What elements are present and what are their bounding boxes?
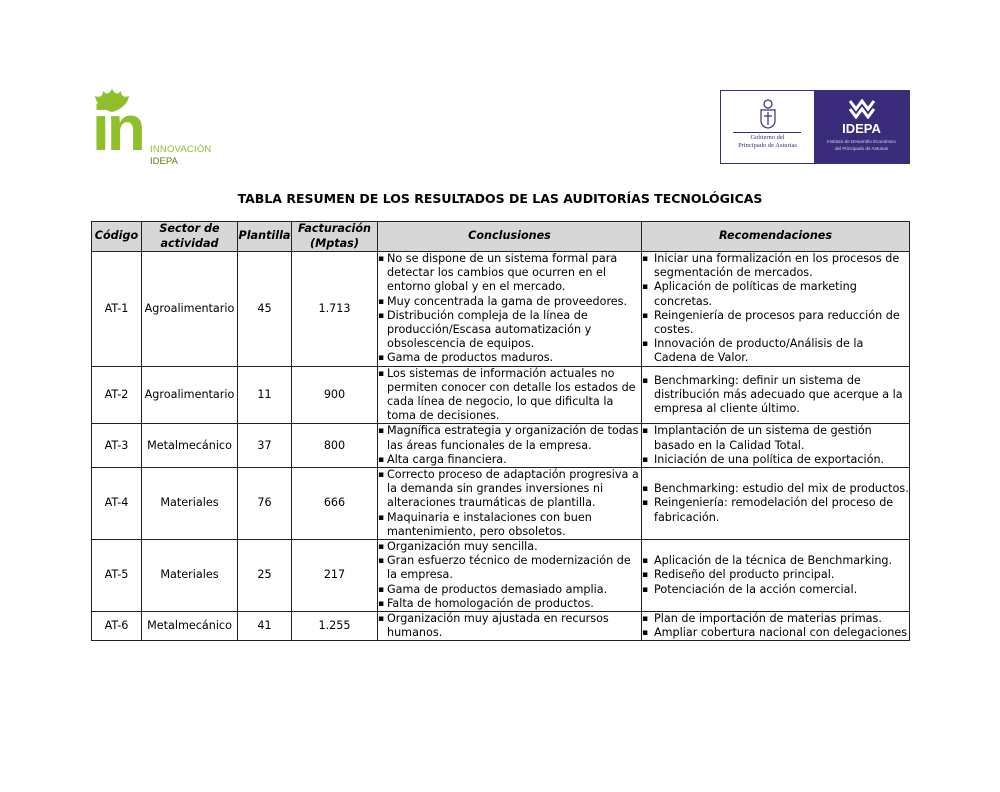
list-item: ▪ Muy concentrada la gama de proveedores. [378, 295, 641, 309]
cell-staff: 41 [238, 612, 292, 641]
list-item: ▪ Los sistemas de información actuales no permiten conocer con detalle los estados de cada línea de negocio, lo que dificulta la toma de decisiones. [378, 367, 641, 424]
idepa-line-2: del Principado de Asturias [834, 146, 889, 151]
cell-recommendations [642, 612, 910, 641]
list-item: ▪ Iniciación de una política de exportación. [642, 453, 909, 467]
gobierno-idepa-logo [720, 90, 910, 164]
list-item: ▪ Organización muy sencilla. [378, 540, 641, 554]
cell-recommendations [642, 424, 910, 468]
list-item: ▪ Potenciación de la acción comercial. [642, 583, 909, 597]
idepa-mark-icon [848, 99, 876, 119]
cell-staff: 11 [238, 366, 292, 424]
list-item: ▪ Magnífica estrategia y organización de todas las áreas funcionales de la empresa. [378, 424, 641, 452]
header-code: Código [92, 222, 142, 252]
audit-summary-table [91, 221, 910, 641]
list-item: ▪ Alta carga financiera. [378, 453, 641, 467]
idepa-wordmark: IDEPA [842, 121, 881, 136]
divider [733, 132, 801, 133]
cell-code: AT-5 [92, 540, 142, 612]
cell-recommendations [642, 540, 910, 612]
header-conclusions: Conclusiones [378, 222, 642, 252]
cell-sector: Agroalimentario [142, 252, 238, 367]
cell-staff: 25 [238, 540, 292, 612]
cell-code: AT-3 [92, 424, 142, 468]
header-sector: Sector de actividad [142, 222, 238, 252]
list-item: ▪ Gama de productos maduros. [378, 351, 641, 365]
cell-conclusions [378, 366, 642, 424]
list-item: ▪ Maquinaria e instalaciones con buen mantenimiento, pero obsoletos. [378, 511, 641, 539]
page-title: TABLA RESUMEN DE LOS RESULTADOS DE LAS AUDITORÍAS TECNOLÓGICAS [237, 191, 763, 206]
cell-sector: Metalmecánico [142, 424, 238, 468]
cell-recommendations [642, 252, 910, 367]
table-row [92, 366, 910, 424]
innovacion-idepa-logo [92, 88, 222, 168]
list-item: ▪ Ampliar cobertura nacional con delegaciones [642, 626, 909, 640]
cell-staff: 76 [238, 468, 292, 540]
idepa-line-1: Instituto de Desarrollo Económico [827, 139, 896, 144]
cell-conclusions [378, 252, 642, 367]
cell-code: AT-6 [92, 612, 142, 641]
cell-revenue: 1.255 [292, 612, 378, 641]
list-item: ▪ Benchmarking: estudio del mix de productos. [642, 482, 909, 496]
cell-conclusions [378, 468, 642, 540]
list-item: ▪ Aplicación de la técnica de Benchmarking. [642, 554, 909, 568]
header-revenue: Facturación (Mptas) [292, 222, 378, 252]
cell-conclusions [378, 424, 642, 468]
cell-revenue: 800 [292, 424, 378, 468]
list-item: ▪ Innovación de producto/Análisis de la Cadena de Valor. [642, 337, 909, 365]
header-recommendations: Recomendaciones [642, 222, 910, 252]
list-item: ▪ Benchmarking: definir un sistema de distribución más adecuado que acerque a la empresa al cliente último. [642, 374, 909, 417]
cell-recommendations [642, 366, 910, 424]
table-header-row [92, 222, 910, 252]
cell-code: AT-2 [92, 366, 142, 424]
list-item: ▪ Distribución compleja de la línea de producción/Escasa automatización y obsolescencia de equipos. [378, 309, 641, 352]
list-item: ▪ Aplicación de políticas de marketing concretas. [642, 280, 909, 308]
gobierno-panel [721, 91, 814, 163]
list-item: ▪ Correcto proceso de adaptación progresiva a la demanda sin grandes inversiones ni alteraciones traumáticas de plantilla. [378, 468, 641, 511]
logo-text-idepa: IDEPA [150, 156, 178, 167]
table-row [92, 612, 910, 641]
list-item: ▪ Plan de importación de materias primas. [642, 612, 909, 626]
cell-revenue: 900 [292, 366, 378, 424]
list-item: ▪ Reingeniería de procesos para reducción de costes. [642, 309, 909, 337]
gobierno-line-2: Principado de Asturias [738, 142, 797, 149]
cell-sector: Metalmecánico [142, 612, 238, 641]
list-item: ▪ Gama de productos demasiado amplia. [378, 583, 641, 597]
table-row [92, 468, 910, 540]
cell-revenue: 1.713 [292, 252, 378, 367]
cell-staff: 37 [238, 424, 292, 468]
cell-recommendations [642, 468, 910, 540]
cell-revenue: 217 [292, 540, 378, 612]
cell-code: AT-1 [92, 252, 142, 367]
list-item: ▪ Falta de homologación de productos. [378, 597, 641, 611]
list-item: ▪ Implantación de un sistema de gestión basado en la Calidad Total. [642, 424, 909, 452]
cell-sector: Agroalimentario [142, 366, 238, 424]
list-item: ▪ Gran esfuerzo técnico de modernización de la empresa. [378, 554, 641, 582]
crest-icon [759, 99, 777, 129]
table-row [92, 252, 910, 367]
cell-conclusions [378, 540, 642, 612]
list-item: ▪ Organización muy ajustada en recursos humanos. [378, 612, 641, 640]
table-row [92, 540, 910, 612]
idepa-panel [814, 91, 909, 163]
logo-glyph: in [92, 92, 143, 164]
list-item: ▪ Rediseño del producto principal. [642, 568, 909, 582]
cell-sector: Materiales [142, 468, 238, 540]
cell-revenue: 666 [292, 468, 378, 540]
gobierno-line-1: Gobierno del [750, 134, 785, 141]
list-item: ▪ No se dispone de un sistema formal para detectar los cambios que ocurren en el entorno global y en el mercado. [378, 252, 641, 295]
header-staff: Plantilla [238, 222, 292, 252]
cell-code: AT-4 [92, 468, 142, 540]
table-row [92, 424, 910, 468]
list-item: ▪ Iniciar una formalización en los procesos de segmentación de mercados. [642, 252, 909, 280]
cell-conclusions [378, 612, 642, 641]
cell-staff: 45 [238, 252, 292, 367]
cell-sector: Materiales [142, 540, 238, 612]
logo-text-innovacion: INNOVACIÓN [150, 144, 212, 155]
list-item: ▪ Reingeniería: remodelación del proceso de fabricación. [642, 496, 909, 524]
